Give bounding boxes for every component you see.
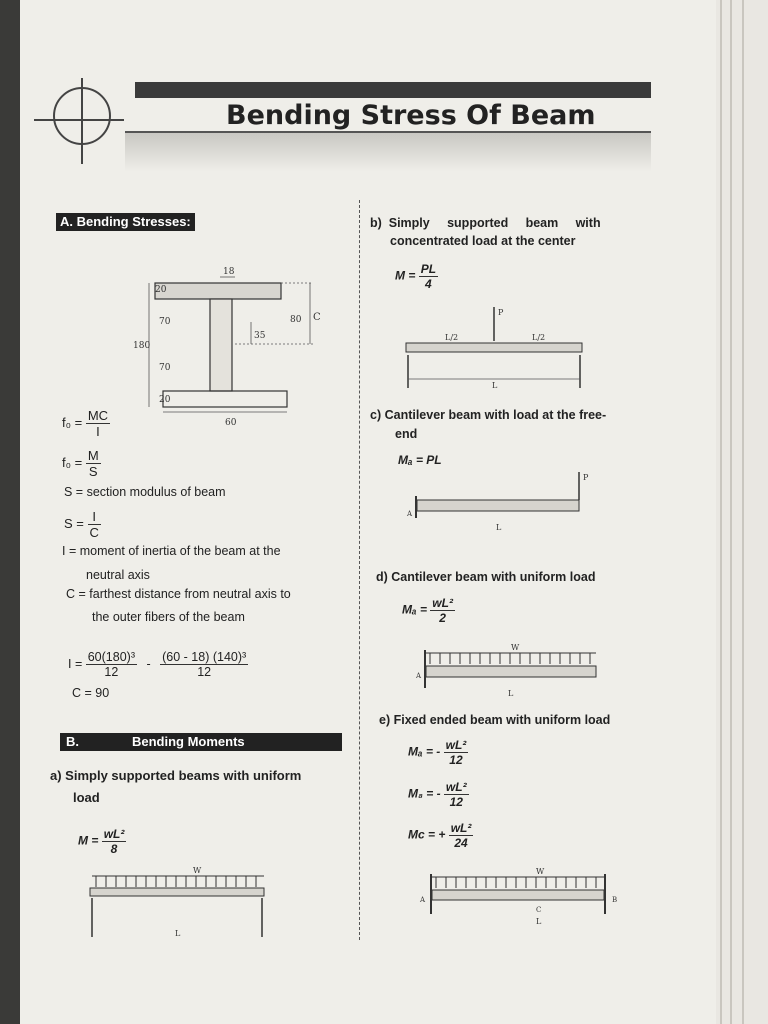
- case-b-label: b) Simply supported beam with: [370, 216, 601, 230]
- case-c-a: A: [407, 510, 413, 518]
- case-e-formula-ma: Mₐ = - $\frac{\text{wL²}}{12}$: [408, 738, 467, 767]
- formula-fb-mc-i: f₀ = $\frac{MC}{I}$: [62, 408, 109, 439]
- i-beam-section-diagram: [115, 262, 330, 432]
- section-b-letter: B.: [66, 734, 79, 749]
- crosshair-logo: [34, 78, 124, 166]
- title-banner-bar: [135, 82, 651, 98]
- column-divider: [359, 200, 360, 940]
- case-b-p: P: [498, 308, 504, 317]
- section-b-title: Bending Moments: [132, 734, 245, 749]
- dim-35: 35: [254, 331, 266, 341]
- formula-moment-of-inertia: I = $\frac{\text{60(180)³}}{12}$ - $\frac{\text{(60 - 18) (140)³}}{12}$: [68, 650, 247, 679]
- case-c-l: L: [496, 523, 502, 532]
- case-a-label-2: load: [73, 790, 100, 805]
- case-d-w: W: [511, 643, 520, 652]
- title-banner-shade: [125, 132, 651, 172]
- case-c-formula: Mₐ = PL: [398, 453, 442, 467]
- c-value: C = 90: [72, 686, 110, 700]
- case-a-w: W: [193, 866, 202, 875]
- dim-20-bottom: 20: [159, 395, 171, 405]
- case-e-c: C: [536, 906, 542, 914]
- dim-70-lower: 70: [159, 363, 171, 373]
- case-e-formula-mc: Mᴄ = + $\frac{\text{wL²}}{24}$: [408, 821, 472, 850]
- case-e-l: L: [536, 917, 542, 926]
- formula-s-i-c: S = $\frac{I}{C}$: [64, 509, 99, 540]
- dim-20-top: 20: [155, 285, 167, 295]
- case-d-label: d) Cantilever beam with uniform load: [376, 570, 596, 584]
- case-c-beam-diagram: [403, 470, 598, 535]
- dim-c: C: [313, 312, 321, 323]
- case-e-label: e) Fixed ended beam with uniform load: [379, 713, 611, 727]
- formula-fb-m-s: f₀ = $\frac{M}{S}$: [62, 448, 99, 479]
- dim-60: 60: [225, 418, 237, 428]
- case-e-w: W: [536, 867, 545, 876]
- case-b-formula: M = $\frac{PL}{4}$: [395, 262, 437, 291]
- case-e-formula-mb: M₈ = - $\frac{\text{wL²}}{12}$: [408, 780, 467, 809]
- dim-80: 80: [290, 315, 302, 325]
- section-a-header: A. Bending Stresses:: [56, 213, 195, 231]
- case-b-beam-diagram: [400, 305, 590, 390]
- case-b-l2a: L/2: [445, 333, 459, 342]
- case-b-label-2: concentrated load at the center: [390, 234, 576, 248]
- book-page: [20, 0, 716, 1024]
- dim-18: 18: [223, 267, 235, 277]
- case-e-b: B: [612, 896, 618, 904]
- case-a-l: L: [175, 929, 181, 938]
- dim-180: 180: [133, 341, 151, 351]
- case-c-label-2: end: [395, 427, 418, 441]
- section-modulus-definition: S = section modulus of beam: [64, 485, 226, 499]
- inertia-definition-line1: I = moment of inertia of the beam at the: [62, 544, 281, 558]
- case-d-beam-diagram: [416, 640, 606, 700]
- case-a-formula: M = $\frac{\text{wL²}}{8}$: [78, 827, 125, 856]
- case-d-l: L: [508, 689, 514, 698]
- title-rule: [125, 131, 651, 133]
- case-e-a: A: [420, 896, 426, 904]
- c-definition-line2: the outer fibers of the beam: [92, 610, 245, 624]
- section-b-header: [60, 733, 342, 751]
- case-d-formula: Mₐ = $\frac{\text{wL²}}{2}$: [402, 596, 453, 625]
- inertia-definition-line2: neutral axis: [86, 568, 150, 582]
- page-title: Bending Stress Of Beam: [226, 100, 596, 131]
- c-definition-line1: C = farthest distance from neutral axis to: [66, 587, 291, 601]
- case-c-p: P: [583, 473, 589, 482]
- case-a-beam-diagram: [80, 862, 280, 942]
- case-a-label: a) Simply supported beams with uniform: [50, 768, 302, 783]
- case-d-a: A: [416, 672, 422, 680]
- case-e-beam-diagram: [418, 862, 628, 932]
- case-b-l: L: [492, 381, 498, 390]
- case-b-l2b: L/2: [532, 333, 546, 342]
- dim-70-upper: 70: [159, 317, 171, 327]
- case-c-label: c) Cantilever beam with load at the free-: [370, 408, 607, 422]
